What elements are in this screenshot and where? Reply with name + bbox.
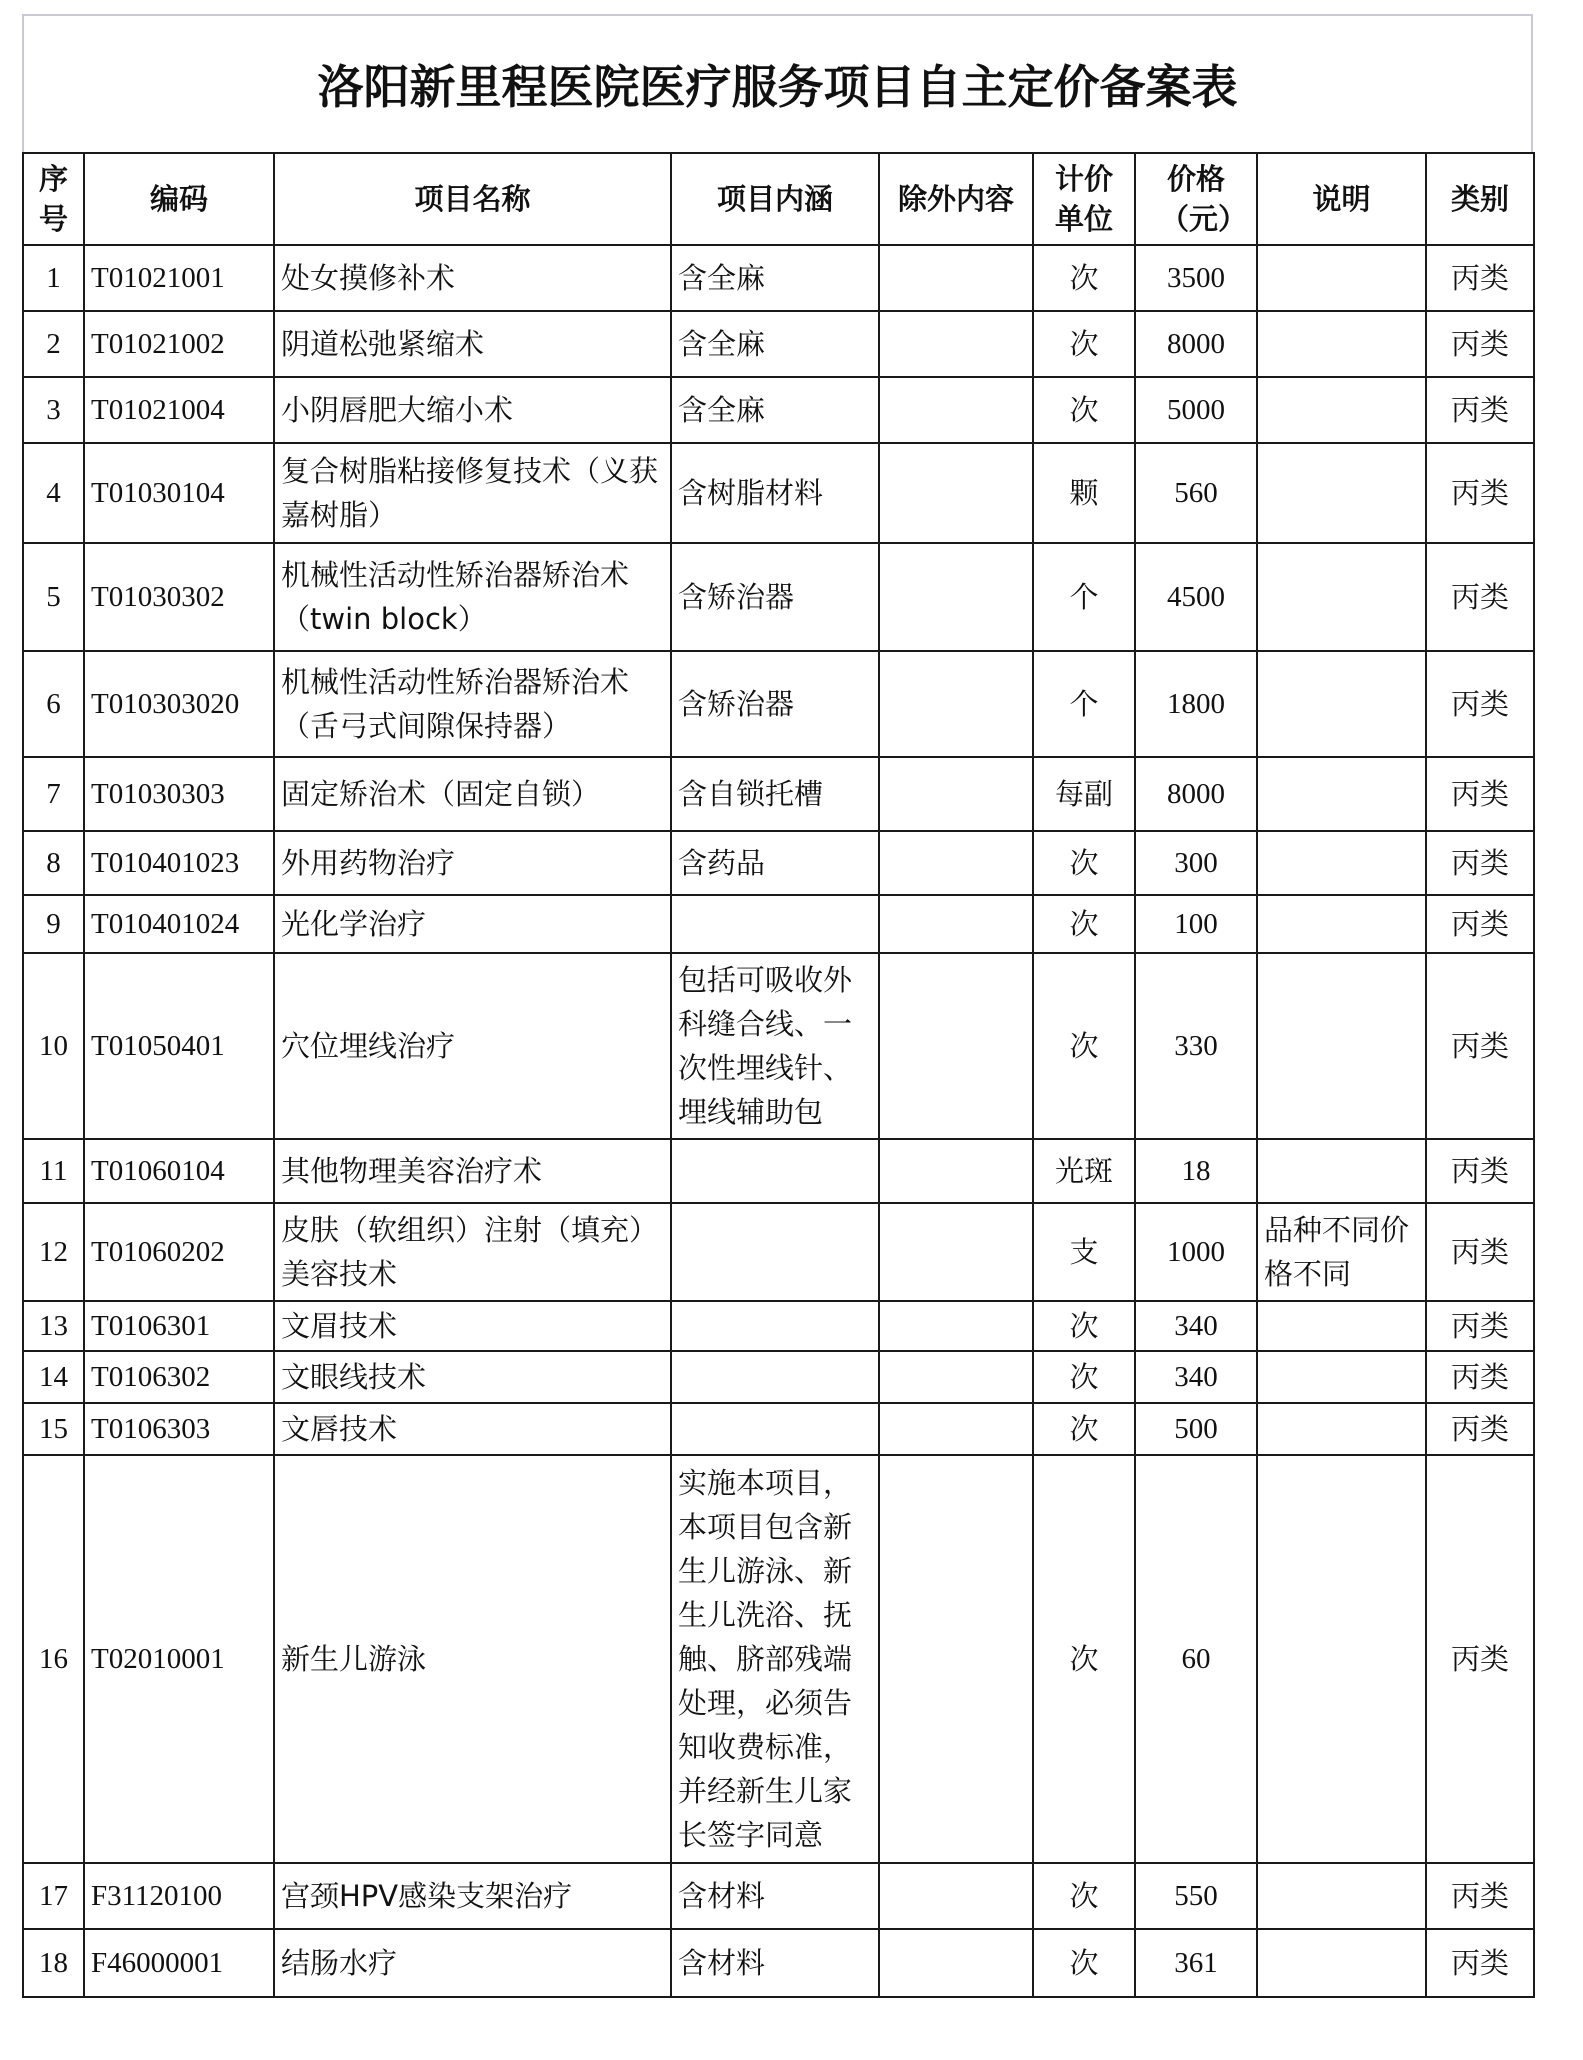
row-note — [1257, 1863, 1426, 1929]
row-note — [1257, 1403, 1426, 1455]
row-name: 外用药物治疗 — [274, 831, 671, 895]
row-code: T01021002 — [84, 311, 274, 377]
header-unit: 计价单位 — [1033, 153, 1135, 245]
row-category: 丙类 — [1426, 651, 1534, 757]
row-name: 文眉技术 — [274, 1301, 671, 1351]
row-category: 丙类 — [1426, 757, 1534, 831]
row-seq: 14 — [23, 1351, 84, 1403]
row-seq: 9 — [23, 895, 84, 953]
row-name: 结肠水疗 — [274, 1929, 671, 1997]
row-category: 丙类 — [1426, 1403, 1534, 1455]
row-name: 机械性活动性矫治器矫治术（舌弓式间隙保持器） — [274, 651, 671, 757]
row-code: T01021001 — [84, 245, 274, 311]
table-row — [23, 1301, 1534, 1351]
row-excluded — [879, 1351, 1033, 1403]
row-seq: 10 — [23, 953, 84, 1139]
row-note — [1257, 377, 1426, 443]
row-price: 330 — [1135, 953, 1257, 1139]
header-seq: 序号 — [23, 153, 84, 245]
row-content — [671, 1403, 879, 1455]
table-row — [23, 1403, 1534, 1455]
row-code: T01060104 — [84, 1139, 274, 1203]
row-price: 340 — [1135, 1301, 1257, 1351]
header-name: 项目名称 — [274, 153, 671, 245]
row-unit: 次 — [1033, 1863, 1135, 1929]
row-content: 含药品 — [671, 831, 879, 895]
table-row — [23, 377, 1534, 443]
row-category: 丙类 — [1426, 953, 1534, 1139]
row-code: T01021004 — [84, 377, 274, 443]
row-seq: 15 — [23, 1403, 84, 1455]
row-excluded — [879, 1403, 1033, 1455]
table-row — [23, 1455, 1534, 1863]
row-price: 500 — [1135, 1403, 1257, 1455]
row-category: 丙类 — [1426, 1301, 1534, 1351]
row-price: 361 — [1135, 1929, 1257, 1997]
header-excluded: 除外内容 — [879, 153, 1033, 245]
row-unit: 次 — [1033, 953, 1135, 1139]
header-note: 说明 — [1257, 153, 1426, 245]
row-content: 含材料 — [671, 1863, 879, 1929]
row-excluded — [879, 1929, 1033, 1997]
row-price: 8000 — [1135, 311, 1257, 377]
row-category: 丙类 — [1426, 831, 1534, 895]
table-row — [23, 1929, 1534, 1997]
row-category: 丙类 — [1426, 245, 1534, 311]
row-unit: 光斑 — [1033, 1139, 1135, 1203]
row-note — [1257, 311, 1426, 377]
row-excluded — [879, 1301, 1033, 1351]
row-category: 丙类 — [1426, 377, 1534, 443]
table-row — [23, 543, 1534, 651]
row-content: 含矫治器 — [671, 543, 879, 651]
row-unit: 次 — [1033, 1403, 1135, 1455]
row-excluded — [879, 651, 1033, 757]
table-row — [23, 1203, 1534, 1301]
table-row — [23, 757, 1534, 831]
row-seq: 17 — [23, 1863, 84, 1929]
table-row — [23, 831, 1534, 895]
row-unit: 次 — [1033, 245, 1135, 311]
row-name: 新生儿游泳 — [274, 1455, 671, 1863]
row-unit: 次 — [1033, 1301, 1135, 1351]
row-seq: 3 — [23, 377, 84, 443]
table-row — [23, 1863, 1534, 1929]
row-note — [1257, 1351, 1426, 1403]
row-content — [671, 1139, 879, 1203]
row-price: 1800 — [1135, 651, 1257, 757]
row-note — [1257, 1929, 1426, 1997]
row-excluded — [879, 831, 1033, 895]
row-code: T01050401 — [84, 953, 274, 1139]
row-category: 丙类 — [1426, 895, 1534, 953]
row-seq: 16 — [23, 1455, 84, 1863]
row-price: 1000 — [1135, 1203, 1257, 1301]
row-note — [1257, 953, 1426, 1139]
row-note — [1257, 245, 1426, 311]
header-category: 类别 — [1426, 153, 1534, 245]
row-content: 含全麻 — [671, 311, 879, 377]
row-code: T01030302 — [84, 543, 274, 651]
row-category: 丙类 — [1426, 311, 1534, 377]
row-seq: 12 — [23, 1203, 84, 1301]
row-unit: 次 — [1033, 895, 1135, 953]
row-code: T0106301 — [84, 1301, 274, 1351]
table-row — [23, 953, 1534, 1139]
row-name: 阴道松弛紧缩术 — [274, 311, 671, 377]
row-price: 18 — [1135, 1139, 1257, 1203]
row-note — [1257, 831, 1426, 895]
row-category: 丙类 — [1426, 443, 1534, 543]
row-excluded — [879, 895, 1033, 953]
row-name: 固定矫治术（固定自锁） — [274, 757, 671, 831]
row-seq: 8 — [23, 831, 84, 895]
row-unit: 个 — [1033, 543, 1135, 651]
row-price: 60 — [1135, 1455, 1257, 1863]
row-seq: 13 — [23, 1301, 84, 1351]
row-content — [671, 1203, 879, 1301]
row-excluded — [879, 377, 1033, 443]
row-name: 光化学治疗 — [274, 895, 671, 953]
row-category: 丙类 — [1426, 1863, 1534, 1929]
row-unit: 次 — [1033, 831, 1135, 895]
row-unit: 次 — [1033, 377, 1135, 443]
row-seq: 4 — [23, 443, 84, 543]
row-unit: 颗 — [1033, 443, 1135, 543]
row-name: 小阴唇肥大缩小术 — [274, 377, 671, 443]
row-unit: 次 — [1033, 1929, 1135, 1997]
row-code: F46000001 — [84, 1929, 274, 1997]
row-price: 560 — [1135, 443, 1257, 543]
row-excluded — [879, 1863, 1033, 1929]
row-name: 其他物理美容治疗术 — [274, 1139, 671, 1203]
row-category: 丙类 — [1426, 1139, 1534, 1203]
row-code: T0106302 — [84, 1351, 274, 1403]
row-code: T01030303 — [84, 757, 274, 831]
row-category: 丙类 — [1426, 1203, 1534, 1301]
row-seq: 6 — [23, 651, 84, 757]
row-code: T01060202 — [84, 1203, 274, 1301]
row-seq: 11 — [23, 1139, 84, 1203]
row-name: 机械性活动性矫治器矫治术（twin block） — [274, 543, 671, 651]
header-row — [23, 153, 1534, 245]
row-excluded — [879, 1455, 1033, 1863]
row-unit: 次 — [1033, 1351, 1135, 1403]
row-code: T010303020 — [84, 651, 274, 757]
row-note — [1257, 443, 1426, 543]
row-price: 340 — [1135, 1351, 1257, 1403]
fee-schedule-sheet — [22, 14, 1533, 1998]
table-body — [23, 245, 1534, 1997]
row-price: 4500 — [1135, 543, 1257, 651]
row-name: 皮肤（软组织）注射（填充）美容技术 — [274, 1203, 671, 1301]
row-price: 100 — [1135, 895, 1257, 953]
row-name: 文眼线技术 — [274, 1351, 671, 1403]
table-row — [23, 895, 1534, 953]
fee-table — [22, 152, 1535, 1998]
row-excluded — [879, 311, 1033, 377]
row-seq: 5 — [23, 543, 84, 651]
row-code: T01030104 — [84, 443, 274, 543]
row-name: 宫颈HPV感染支架治疗 — [274, 1863, 671, 1929]
row-price: 8000 — [1135, 757, 1257, 831]
row-unit: 次 — [1033, 1455, 1135, 1863]
row-unit: 支 — [1033, 1203, 1135, 1301]
row-category: 丙类 — [1426, 1929, 1534, 1997]
row-note — [1257, 1139, 1426, 1203]
row-excluded — [879, 757, 1033, 831]
row-code: T02010001 — [84, 1455, 274, 1863]
row-name: 穴位埋线治疗 — [274, 953, 671, 1139]
row-unit: 个 — [1033, 651, 1135, 757]
row-content: 实施本项目，本项目包含新生儿游泳、新生儿洗浴、抚触、脐部残端处理，必须告知收费标准，并经新生儿家长签字同意 — [671, 1455, 879, 1863]
row-price: 3500 — [1135, 245, 1257, 311]
row-excluded — [879, 443, 1033, 543]
row-note — [1257, 1301, 1426, 1351]
row-content — [671, 895, 879, 953]
row-note — [1257, 895, 1426, 953]
row-content: 含全麻 — [671, 245, 879, 311]
row-excluded — [879, 543, 1033, 651]
row-price: 550 — [1135, 1863, 1257, 1929]
row-unit: 次 — [1033, 311, 1135, 377]
table-row — [23, 651, 1534, 757]
row-name: 文唇技术 — [274, 1403, 671, 1455]
row-content: 含矫治器 — [671, 651, 879, 757]
row-seq: 7 — [23, 757, 84, 831]
row-category: 丙类 — [1426, 1351, 1534, 1403]
row-content — [671, 1351, 879, 1403]
row-name: 复合树脂粘接修复技术（义获嘉树脂） — [274, 443, 671, 543]
table-header — [23, 153, 1534, 245]
table-row — [23, 443, 1534, 543]
row-content: 含全麻 — [671, 377, 879, 443]
table-row — [23, 1139, 1534, 1203]
row-code: F31120100 — [84, 1863, 274, 1929]
row-content: 包括可吸收外科缝合线、一次性埋线针、埋线辅助包 — [671, 953, 879, 1139]
row-code: T0106303 — [84, 1403, 274, 1455]
row-excluded — [879, 245, 1033, 311]
header-price: 价格（元） — [1135, 153, 1257, 245]
row-excluded — [879, 1203, 1033, 1301]
row-content — [671, 1301, 879, 1351]
row-excluded — [879, 953, 1033, 1139]
row-category: 丙类 — [1426, 1455, 1534, 1863]
row-code: T010401024 — [84, 895, 274, 953]
row-content: 含自锁托槽 — [671, 757, 879, 831]
row-price: 300 — [1135, 831, 1257, 895]
row-excluded — [879, 1139, 1033, 1203]
table-row — [23, 245, 1534, 311]
row-note — [1257, 543, 1426, 651]
header-content: 项目内涵 — [671, 153, 879, 245]
row-note — [1257, 1455, 1426, 1863]
table-row — [23, 311, 1534, 377]
row-note — [1257, 757, 1426, 831]
row-note: 品种不同价格不同 — [1257, 1203, 1426, 1301]
row-content: 含树脂材料 — [671, 443, 879, 543]
row-price: 5000 — [1135, 377, 1257, 443]
row-unit: 每副 — [1033, 757, 1135, 831]
row-code: T010401023 — [84, 831, 274, 895]
row-content: 含材料 — [671, 1929, 879, 1997]
row-note — [1257, 651, 1426, 757]
row-seq: 2 — [23, 311, 84, 377]
row-name: 处女摸修补术 — [274, 245, 671, 311]
row-category: 丙类 — [1426, 543, 1534, 651]
row-seq: 1 — [23, 245, 84, 311]
header-code: 编码 — [84, 153, 274, 245]
row-seq: 18 — [23, 1929, 84, 1997]
table-row — [23, 1351, 1534, 1403]
document-title: 洛阳新里程医院医疗服务项目自主定价备案表 — [22, 14, 1533, 152]
